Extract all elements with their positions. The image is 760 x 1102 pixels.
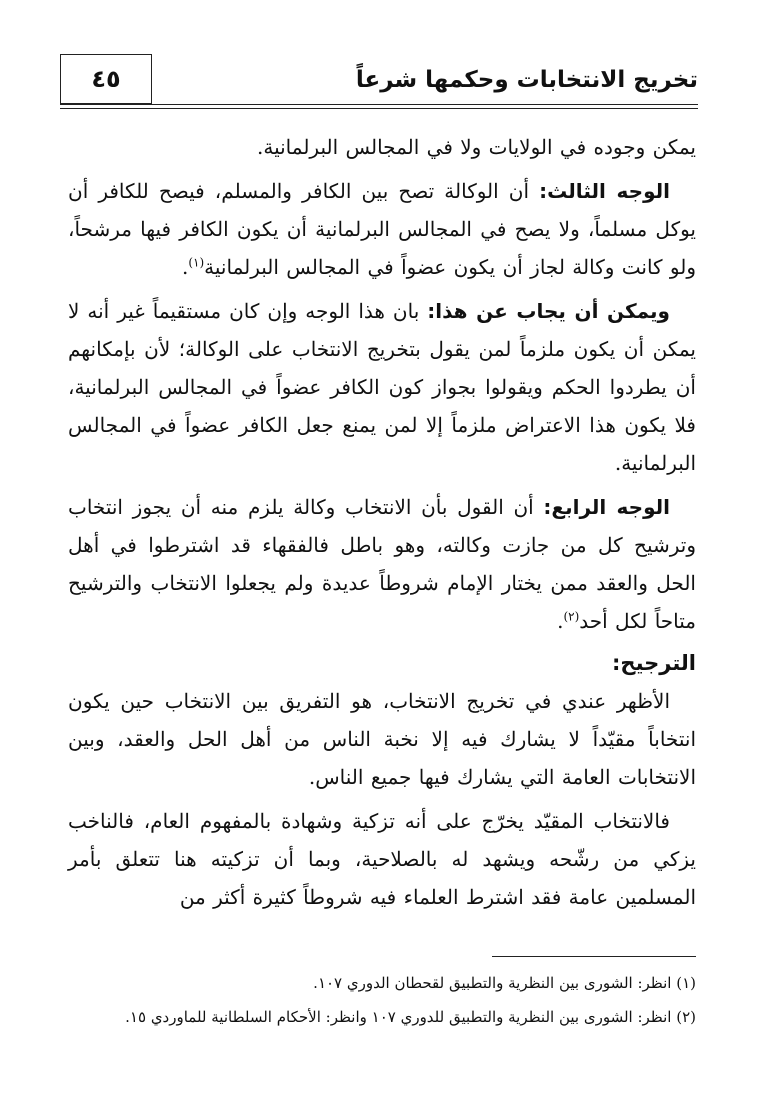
footnote-1: (١) انظر: الشورى بين النظرية والتطبيق لقحطان الدوري ١٠٧. bbox=[313, 974, 696, 992]
fourth-aspect-heading: الوجه الرابع: bbox=[543, 495, 670, 519]
header-rule-inner bbox=[60, 108, 698, 109]
paragraph-reply bbox=[68, 292, 696, 482]
fourth-aspect-text: أن القول بأن الانتخاب وكالة يلزم منه أن يجوز انتخاب وترشيح كل من جازت وكالته، وهو باطل فالفقهاء قد اشترطوا في أهل الحل والعقد ممن يختار الإمام شروطاً عديدة ولم يجعلوا الانتخاب والترشيح متاحاً لكل أحد bbox=[68, 495, 696, 633]
footnotes bbox=[68, 966, 696, 1034]
third-aspect-text: أن الوكالة تصح بين الكافر والمسلم، فيصح للكافر أن يوكل مسلماً، ولا يصح في المجالس البرلمانية أن يكون الكافر فيها مرشحاً، ولو كانت وكالة لجاز أن يكون عضواً في المجالس البرلمانية bbox=[68, 179, 696, 279]
third-aspect-end: . bbox=[181, 255, 189, 279]
reply-text: بان هذا الوجه وإن كان مستقيماً غير أنه لا يمكن أن يكون ملزماً لمن يقول بتخريج الانتخاب على الوكالة؛ لأن بإمكانهم أن يطردوا الحكم ويقولوا بجواز كون الكافر عضواً في المجالس البرلمانية، فلا يكون هذا الاعتراض ملزماً إلا لمن يمنع جعل الكافر عضواً في المجالس البرلمانية. bbox=[68, 299, 696, 475]
paragraph-restricted-election: فالانتخاب المقيّد يخرّج على أنه تزكية وشهادة بالمفهوم العام، فالناخب يزكي من رشّحه ويشهد له بالصلاحية، وبما أن تزكيته هنا تتعلق بأمر المسلمين عامة فقد اشترط العلماء فيه شروطاً كثيرة أكثر من bbox=[68, 809, 696, 909]
main-text bbox=[68, 128, 696, 916]
header-rule bbox=[60, 104, 698, 105]
footnote-2: (٢) انظر: الشورى بين النظرية والتطبيق للدوري ١٠٧ وانظر: الأحكام السلطانية للماوردي ١٥. bbox=[125, 1008, 696, 1026]
page-number-box bbox=[60, 54, 152, 104]
footnote-ref-2: (٢) bbox=[563, 609, 580, 624]
reply-heading: ويمكن أن يجاب عن هذا: bbox=[427, 299, 670, 323]
running-header-title: تخريج الانتخابات وحكمها شرعاً bbox=[355, 67, 698, 93]
footnote-separator bbox=[492, 956, 696, 957]
page-number: ٤٥ bbox=[91, 65, 121, 93]
paragraph-third-aspect bbox=[68, 172, 696, 286]
paragraph-fourth-aspect bbox=[68, 488, 696, 640]
paragraph-continuation: يمكن وجوده في الولايات ولا في المجالس البرلمانية. bbox=[256, 135, 696, 159]
footnote-ref-1: (١) bbox=[188, 255, 205, 270]
preponderance-heading: الترجيح: bbox=[612, 651, 696, 675]
paragraph-preferred-view: الأظهر عندي في تخريج الانتخاب، هو التفريق بين الانتخاب حين يكون انتخاباً مقيّداً لا يشارك فيه إلا نخبة الناس من أهل الحل والعقد، وبين الانتخابات العامة التي يشارك فيها جميع الناس. bbox=[68, 689, 696, 789]
third-aspect-heading: الوجه الثالث: bbox=[539, 179, 670, 203]
fourth-aspect-end: . bbox=[557, 609, 564, 633]
